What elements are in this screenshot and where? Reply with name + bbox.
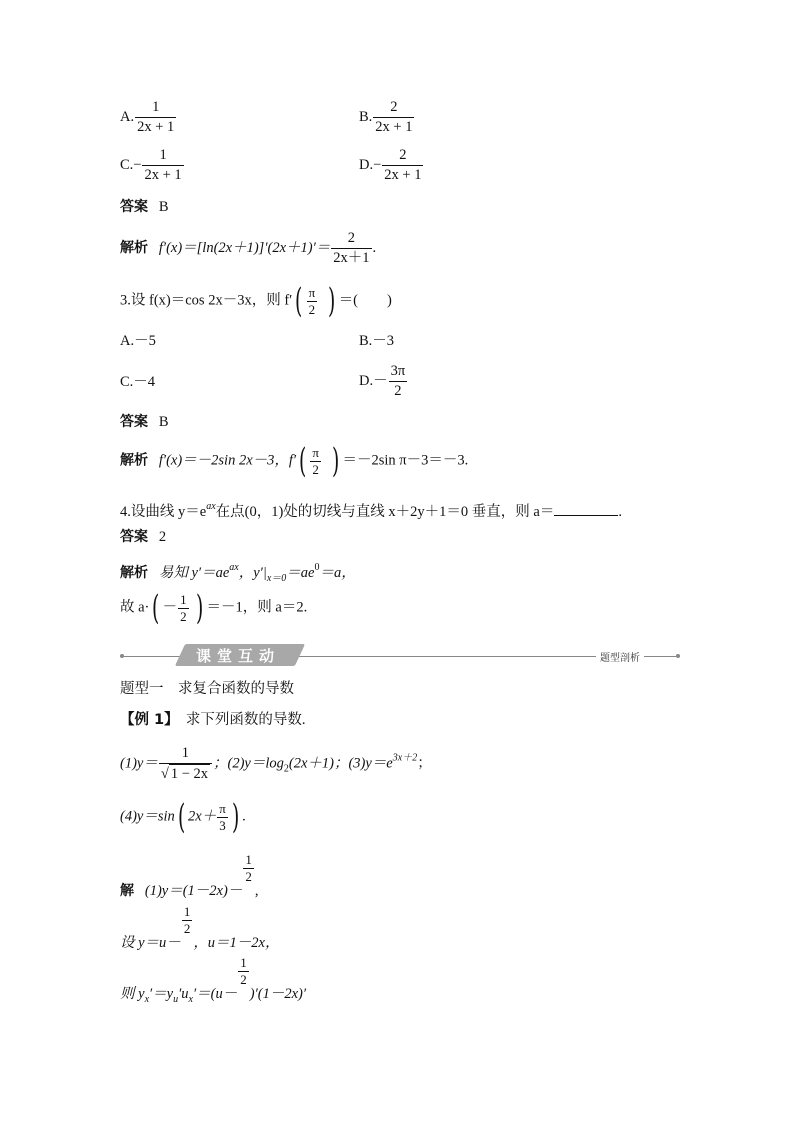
period: . bbox=[372, 239, 377, 256]
problem-4: (4)y＝sin bbox=[120, 808, 175, 825]
solution-label: 解 bbox=[120, 883, 134, 899]
right-paren: ) bbox=[196, 588, 204, 628]
q2-option-a bbox=[120, 98, 177, 137]
solution-line1 bbox=[120, 852, 258, 901]
numerator: 1 bbox=[152, 99, 160, 115]
denominator: √ 1 − 2x bbox=[159, 763, 212, 784]
numerator: π bbox=[219, 800, 226, 816]
problem-3: (2x＋1)；(3)y＝e bbox=[288, 755, 393, 772]
q2-answer bbox=[120, 197, 169, 217]
superscript: ax bbox=[206, 501, 216, 512]
q2-option-b bbox=[359, 98, 415, 137]
numerator: 1 bbox=[180, 591, 187, 607]
option-label: D.－ bbox=[359, 372, 388, 389]
numerator: 1 bbox=[159, 147, 167, 163]
q3-option-b: B.－3 bbox=[359, 333, 395, 349]
example-label: 【例 1】 bbox=[120, 712, 172, 728]
right-paren: ) bbox=[332, 441, 340, 481]
denominator: 2x + 1 bbox=[384, 167, 422, 183]
answer-value: B bbox=[158, 414, 169, 430]
denominator: 2x＋1 bbox=[333, 250, 370, 266]
q3-option-a: A.－5 bbox=[120, 333, 156, 349]
q3-answer bbox=[120, 412, 169, 432]
left-paren: ( bbox=[177, 797, 186, 837]
period: . bbox=[242, 808, 246, 825]
question-text-end: ＝( ) bbox=[338, 292, 392, 309]
solution-text: ，y′| bbox=[238, 565, 267, 581]
left-paren: ( bbox=[299, 441, 307, 481]
q4-stem bbox=[120, 497, 622, 522]
example-1-problem-4 bbox=[120, 797, 246, 837]
solution-text: f′(x)＝－2sin 2x－3，f′ bbox=[158, 452, 297, 469]
option-label: D. bbox=[359, 156, 374, 173]
q4-solution-line2 bbox=[120, 588, 308, 628]
numerator: 1 bbox=[181, 745, 190, 761]
numerator: 3π bbox=[390, 363, 406, 379]
example-1-problems bbox=[120, 744, 432, 784]
solution-label: 解析 bbox=[120, 452, 148, 469]
numerator: 2 bbox=[347, 230, 356, 246]
example-text: 求下列函数的导数. bbox=[171, 712, 306, 728]
argument: 2x＋ bbox=[188, 808, 217, 825]
denominator: 2 bbox=[183, 921, 191, 936]
solution-text: ′u bbox=[178, 986, 189, 1002]
minus-sign: − bbox=[373, 156, 382, 173]
fraction bbox=[373, 98, 414, 137]
section-banner-text: 课堂互动 bbox=[196, 647, 281, 665]
solution-text: 设 y＝u－ bbox=[120, 935, 181, 951]
q2-option-d bbox=[359, 146, 424, 185]
right-paren: ) bbox=[328, 281, 336, 321]
denominator: 2 bbox=[307, 301, 318, 318]
solution-text-end: ＝－2sin π－3＝－3. bbox=[342, 452, 469, 469]
superscript: ax bbox=[229, 562, 239, 573]
answer-label: 答案 bbox=[120, 529, 148, 545]
problem-1: (1)y＝ bbox=[120, 755, 158, 772]
q3-option-d bbox=[359, 362, 408, 401]
fraction bbox=[159, 744, 212, 784]
solution-text-end: ＝－1，则 a＝2. bbox=[206, 599, 308, 616]
fraction bbox=[382, 146, 423, 185]
q4-answer bbox=[120, 527, 166, 547]
q3-option-c: C.－4 bbox=[120, 374, 156, 390]
denominator: 2x + 1 bbox=[144, 167, 182, 183]
numerator: 1 bbox=[183, 904, 191, 919]
option-label: B. bbox=[359, 108, 373, 125]
solution-text: 易知 y′＝ae bbox=[158, 565, 230, 581]
fraction-exponent bbox=[182, 904, 193, 937]
q2-option-c bbox=[120, 146, 185, 185]
question-text: 3.设 f(x)＝cos 2x－3x，则 f′ bbox=[120, 292, 293, 309]
separator: ； bbox=[417, 755, 432, 772]
numerator: 1 bbox=[240, 955, 247, 970]
superscript: 3x＋2 bbox=[392, 752, 418, 764]
period: . bbox=[618, 504, 622, 520]
solution-text-end: ，u＝1－2x， bbox=[193, 935, 280, 951]
solution-label: 解析 bbox=[120, 239, 148, 256]
numerator: π bbox=[312, 444, 319, 460]
denominator: 2 bbox=[245, 869, 252, 884]
fraction bbox=[217, 801, 228, 834]
answer-value: B bbox=[158, 199, 169, 215]
solution-text: 则 y bbox=[120, 986, 145, 1002]
example-1 bbox=[120, 710, 306, 730]
subscript: u bbox=[173, 994, 179, 1005]
fraction bbox=[178, 592, 189, 625]
q3-stem bbox=[120, 281, 392, 321]
comma: , bbox=[254, 883, 259, 899]
option-label: A. bbox=[120, 108, 135, 125]
answer-blank[interactable] bbox=[554, 501, 618, 516]
subscript: x＝0 bbox=[266, 573, 287, 584]
subscript: x bbox=[188, 994, 193, 1005]
q4-solution-line1 bbox=[120, 558, 356, 589]
subscript: x bbox=[144, 994, 150, 1005]
minus-sign: − bbox=[133, 156, 142, 173]
section-tag: 题型剖析 bbox=[596, 649, 644, 664]
fraction-exponent bbox=[243, 852, 254, 885]
solution-text: (1)y＝(1－2x)－ bbox=[144, 883, 243, 899]
fraction-exponent bbox=[238, 955, 249, 988]
solution-line2 bbox=[120, 904, 280, 953]
denominator: 2x + 1 bbox=[137, 119, 175, 135]
solution-text: ＝a， bbox=[319, 565, 356, 581]
solution-text-end: )′(1－2x)′ bbox=[249, 986, 307, 1002]
denominator: 2 bbox=[180, 608, 187, 624]
solution-text: 故 a· bbox=[120, 599, 150, 616]
option-label: C. bbox=[120, 156, 134, 173]
fraction bbox=[142, 146, 183, 185]
answer-value: 2 bbox=[158, 529, 167, 545]
numerator: π bbox=[308, 284, 316, 300]
fraction bbox=[310, 445, 321, 478]
fraction bbox=[307, 285, 318, 318]
solution-text: ′＝(u－ bbox=[193, 986, 238, 1002]
denominator: 2 bbox=[310, 461, 321, 478]
q3-solution bbox=[120, 441, 469, 481]
solution-label: 解析 bbox=[120, 565, 148, 581]
left-paren: ( bbox=[152, 588, 160, 628]
q2-solution bbox=[120, 229, 376, 268]
numerator: 2 bbox=[390, 99, 398, 115]
solution-text: f′(x)＝[ln(2x＋1)]′(2x＋1)′＝ bbox=[158, 239, 331, 256]
left-paren: ( bbox=[295, 281, 303, 321]
solution-text: ＝ae bbox=[286, 565, 315, 581]
type-title: 题型一 求复合函数的导数 bbox=[120, 681, 294, 697]
denominator: 2 bbox=[389, 381, 408, 401]
denominator: 2 bbox=[240, 972, 247, 987]
answer-label: 答案 bbox=[120, 414, 148, 430]
question-text: 4.设曲线 y＝e bbox=[120, 504, 207, 520]
section-header bbox=[120, 644, 680, 668]
fraction bbox=[135, 98, 176, 137]
fraction bbox=[331, 229, 371, 268]
denominator: 3 bbox=[217, 817, 228, 834]
question-text-mid: 在点(0，1)处的切线与直线 x＋2y＋1＝0 垂直，则 a＝ bbox=[215, 504, 555, 520]
numerator: 2 bbox=[399, 147, 407, 163]
solution-line3 bbox=[120, 955, 306, 1010]
divider-dot bbox=[676, 654, 680, 658]
denominator: 2x + 1 bbox=[375, 119, 413, 135]
solution-text: ′＝y bbox=[149, 986, 174, 1002]
subscript: 2 bbox=[283, 763, 289, 775]
problem-2: ；(2)y＝log bbox=[213, 755, 284, 772]
radicand: 1 − 2x bbox=[170, 766, 208, 782]
superscript: 0 bbox=[314, 562, 320, 573]
minus-sign: － bbox=[162, 599, 178, 616]
answer-label: 答案 bbox=[120, 199, 148, 215]
numerator: 1 bbox=[245, 852, 252, 867]
right-paren: ) bbox=[231, 797, 240, 837]
fraction bbox=[389, 362, 408, 401]
